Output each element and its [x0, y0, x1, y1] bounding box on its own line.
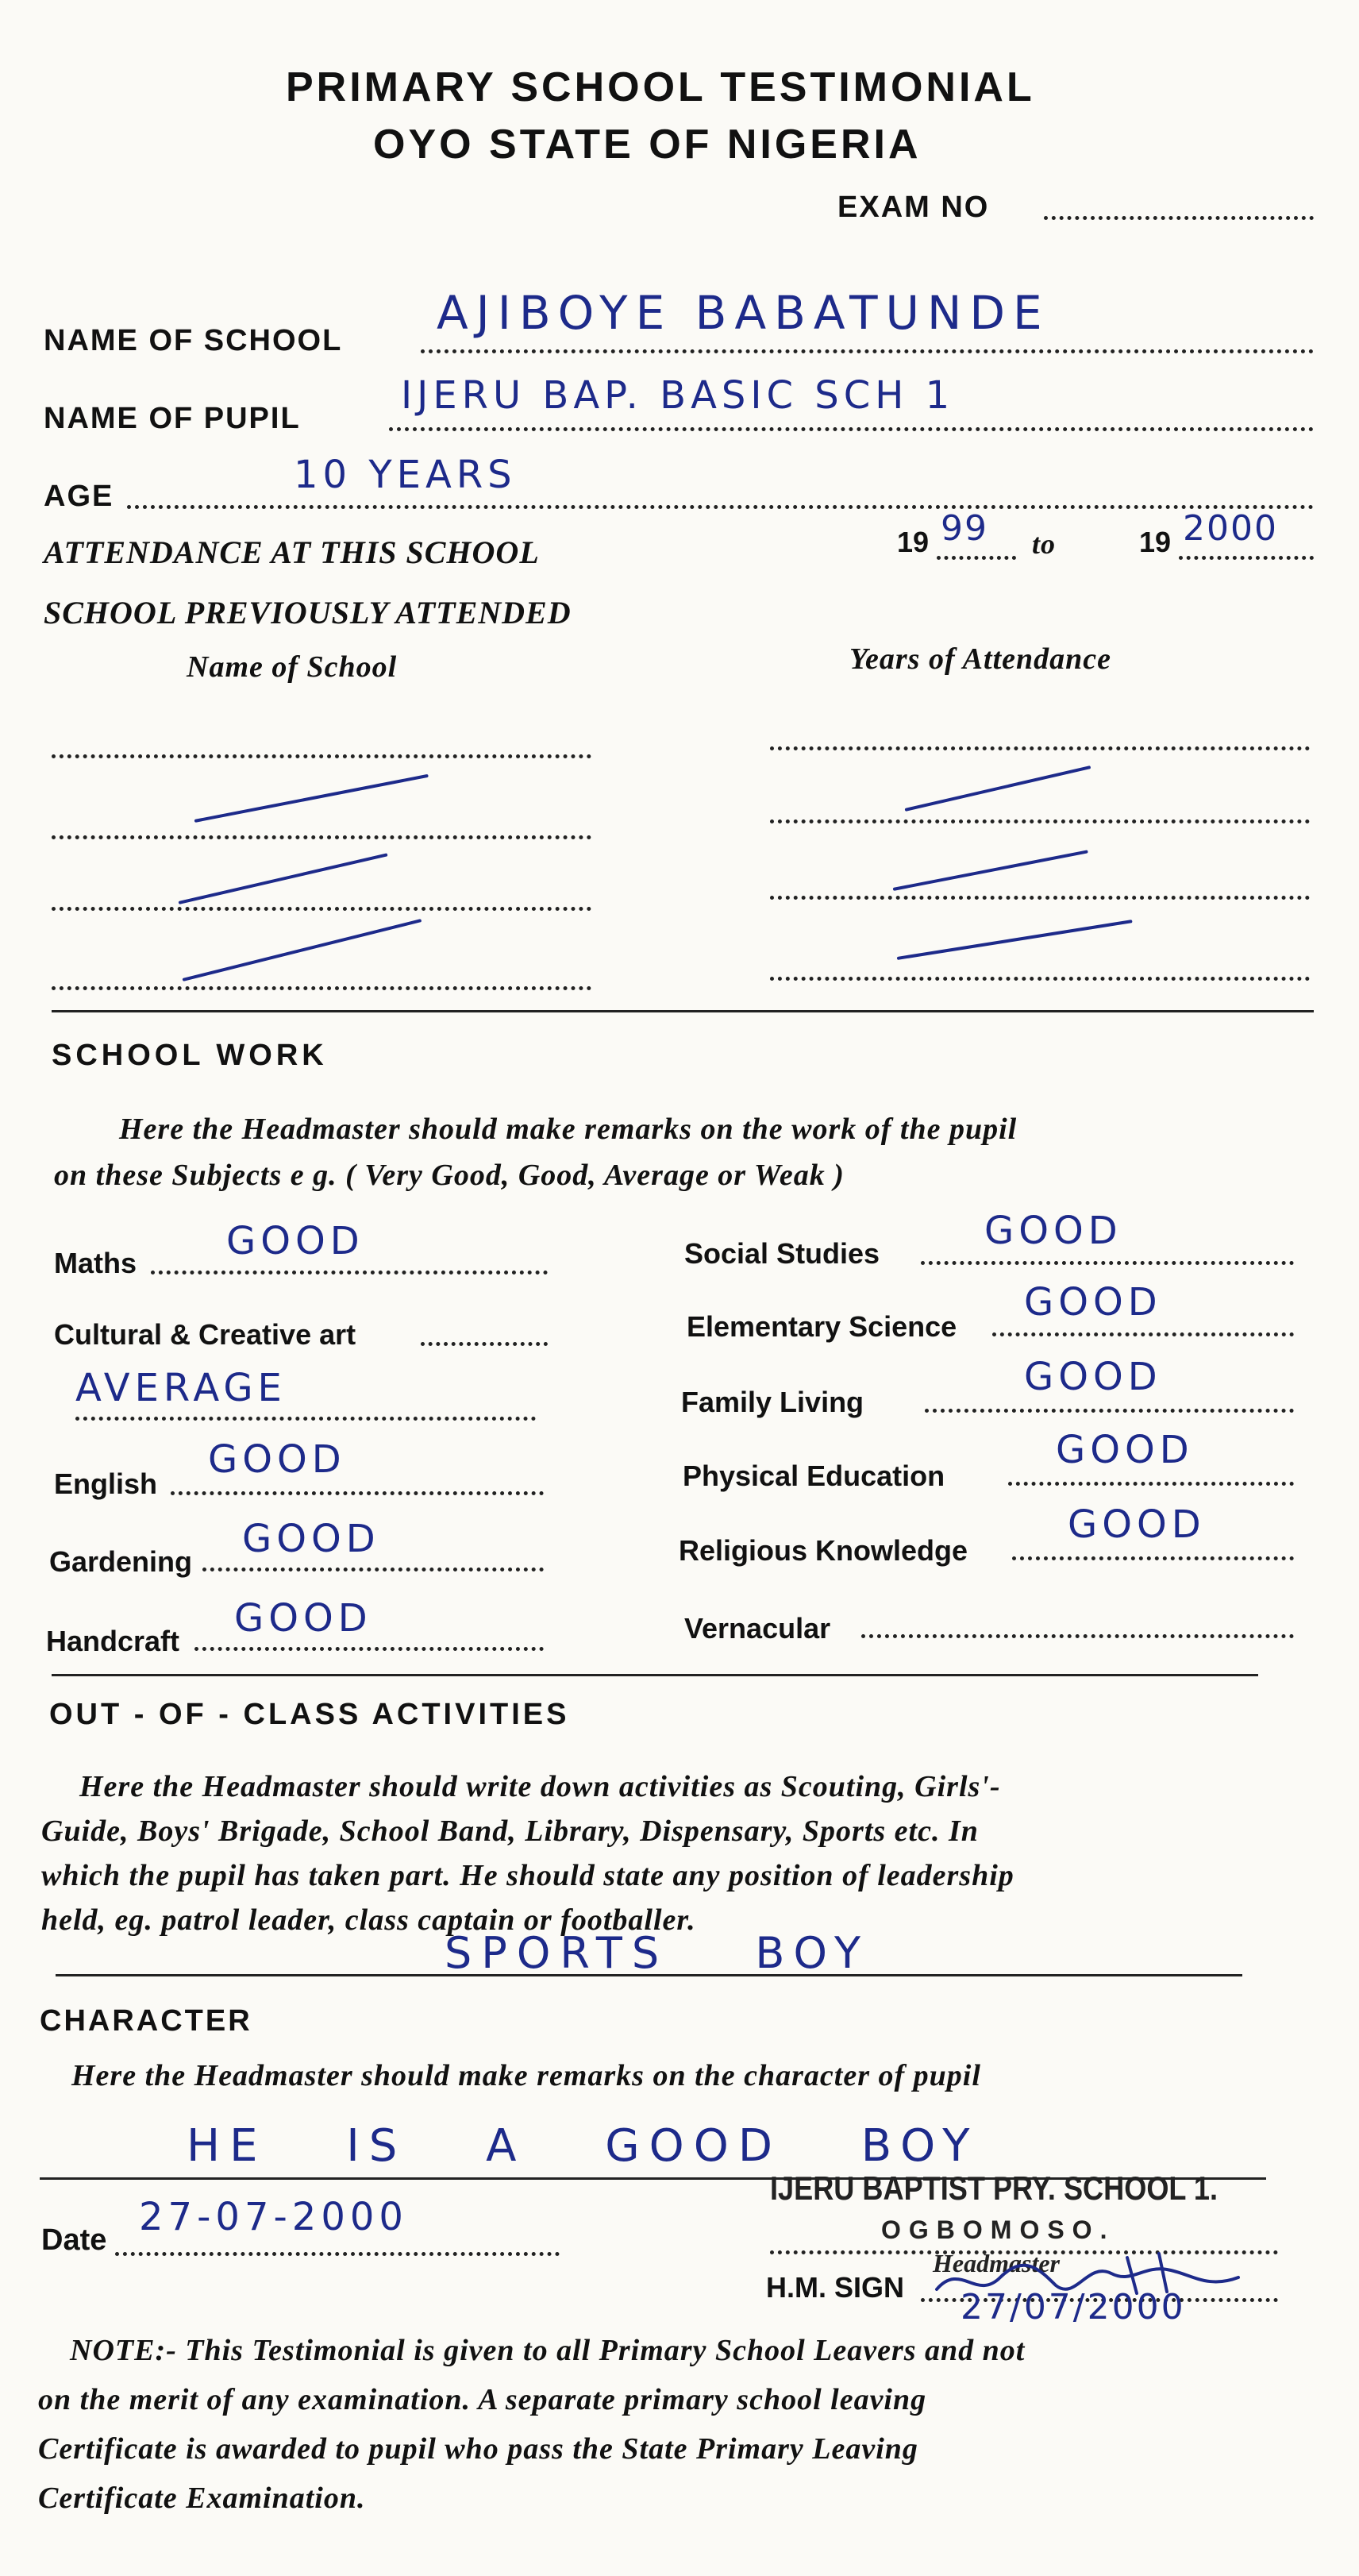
subject-physical-education-value: GOOD	[1056, 1428, 1194, 1472]
subject-vernacular-field	[861, 1634, 1294, 1638]
previous-school-row-4	[52, 986, 591, 990]
subject-family-living-value: GOOD	[1024, 1355, 1162, 1399]
subject-religious-knowledge-field	[1012, 1556, 1294, 1560]
subject-religious-knowledge-value: GOOD	[1068, 1502, 1206, 1547]
character-heading: CHARACTER	[40, 2004, 252, 2038]
attendance-to-value: 2000	[1183, 508, 1278, 549]
strike-mark	[183, 919, 422, 981]
subject-social-studies-field	[921, 1261, 1294, 1265]
activities-instruction-3: which the pupil has taken part. He should state any position of leadership	[41, 1859, 1014, 1892]
character-value: HE IS A GOOD BOY	[187, 2120, 980, 2172]
school-work-instruction-1: Here the Headmaster should make remarks on the work of the pupil	[119, 1113, 1018, 1146]
subject-elementary-science-value: GOOD	[1024, 1280, 1162, 1325]
pupil-name-value: IJERU BAP. BASIC SCH 1	[401, 373, 955, 418]
previous-school-row-3	[52, 907, 591, 911]
subject-gardening-label: Gardening	[49, 1545, 193, 1578]
title-line-2: OYO STATE OF NIGERIA	[373, 121, 922, 168]
strike-mark	[897, 920, 1133, 960]
school-name-field	[421, 349, 1314, 353]
subject-handcraft-value: GOOD	[234, 1596, 372, 1641]
subject-physical-education-field	[1008, 1482, 1294, 1486]
previous-years-row-1	[770, 746, 1310, 750]
school-name-label: NAME OF SCHOOL	[44, 324, 343, 357]
subject-handcraft-label: Handcraft	[46, 1625, 180, 1657]
subject-english-value: GOOD	[208, 1437, 346, 1482]
age-field	[127, 505, 1314, 509]
title-line-1: PRIMARY SCHOOL TESTIMONIAL	[286, 64, 1035, 110]
school-work-heading: SCHOOL WORK	[52, 1039, 328, 1072]
strike-mark	[194, 774, 429, 823]
hm-sign-label: H.M. SIGN	[766, 2271, 905, 2304]
subject-family-living-label: Family Living	[681, 1386, 864, 1418]
previous-school-row-1	[52, 754, 591, 758]
subject-physical-education-label: Physical Education	[683, 1460, 945, 1492]
previous-years-row-4	[770, 977, 1310, 981]
subject-gardening-value: GOOD	[242, 1517, 380, 1561]
note-line-1: NOTE:- This Testimonial is given to all Primary School Leavers and not	[70, 2334, 1026, 2367]
activities-field	[56, 1974, 1242, 1976]
subject-maths-label: Maths	[54, 1247, 137, 1279]
attendance-to-field	[1179, 556, 1314, 560]
subject-english-label: English	[54, 1467, 158, 1500]
school-work-instruction-2: on these Subjects e g. ( Very Good, Good, Average or Weak )	[54, 1159, 845, 1192]
attendance-to-prefix: 19	[1139, 526, 1172, 558]
previous-years-row-2	[770, 819, 1310, 823]
subject-english-field	[171, 1491, 544, 1495]
subject-cultural-label: Cultural & Creative art	[54, 1318, 356, 1351]
subject-social-studies-label: Social Studies	[684, 1237, 880, 1270]
pupil-name-field	[389, 427, 1314, 431]
date-value: 27-07-2000	[139, 2195, 408, 2239]
exam-no-field	[1044, 216, 1314, 220]
subject-maths-value: GOOD	[226, 1219, 364, 1263]
headmaster-title: Headmaster	[933, 2249, 1060, 2277]
school-stamp-line-2: OGBOMOSO.	[881, 2215, 1115, 2244]
previous-school-name-col: Name of School	[187, 650, 398, 684]
previous-years-col: Years of Attendance	[849, 642, 1112, 676]
activities-instruction-2: Guide, Boys' Brigade, School Band, Library, Dispensary, Sports etc. In	[41, 1814, 979, 1848]
note-line-2: on the merit of any examination. A separate primary school leaving	[38, 2383, 927, 2416]
activities-instruction-1: Here the Headmaster should write down activities as Scouting, Girls'-	[79, 1770, 1001, 1803]
subject-religious-knowledge-label: Religious Knowledge	[679, 1534, 968, 1567]
subject-family-living-field	[925, 1409, 1294, 1413]
attendance-to-word: to	[1032, 528, 1057, 560]
attendance-from-field	[937, 556, 1016, 560]
subject-elementary-science-label: Elementary Science	[687, 1310, 957, 1343]
note-line-3: Certificate is awarded to pupil who pass the State Primary Leaving	[38, 2432, 918, 2466]
previous-years-row-3	[770, 896, 1310, 900]
previous-schools-heading: SCHOOL PREVIOUSLY ATTENDED	[44, 595, 572, 631]
date-field	[115, 2252, 560, 2256]
subject-vernacular-label: Vernacular	[684, 1612, 831, 1645]
school-stamp-line-1: IJERU BAPTIST PRY. SCHOOL 1.	[770, 2169, 1218, 2207]
headmaster-signature	[929, 2246, 1262, 2309]
age-label: AGE	[44, 480, 114, 513]
subject-cultural-field	[421, 1342, 548, 1346]
pupil-name-label: NAME OF PUPIL	[44, 402, 301, 435]
age-value: 10 YEARS	[294, 453, 517, 497]
strike-mark	[905, 765, 1091, 812]
hm-signature-date: 27/07/2000	[961, 2287, 1186, 2327]
subject-elementary-science-field	[992, 1332, 1294, 1336]
subject-gardening-field	[202, 1568, 544, 1571]
subject-maths-field	[151, 1271, 548, 1275]
strike-mark	[893, 850, 1088, 891]
subject-cultural-continued-field	[75, 1417, 536, 1421]
attendance-from-value: 99	[941, 508, 988, 549]
character-instruction: Here the Headmaster should make remarks on the character of pupil	[71, 2059, 981, 2092]
activities-value: SPORTS BOY	[445, 1928, 870, 1978]
date-label: Date	[41, 2223, 107, 2257]
activities-instruction-4: held, eg. patrol leader, class captain or footballer.	[41, 1903, 696, 1937]
subject-handcraft-field	[194, 1647, 544, 1651]
strike-mark	[179, 853, 388, 904]
note-line-4: Certificate Examination.	[38, 2482, 366, 2515]
school-name-value: AJIBOYE BABATUNDE	[437, 286, 1050, 340]
attendance-label: ATTENDANCE AT THIS SCHOOL	[44, 534, 540, 570]
attendance-from-prefix: 19	[897, 526, 930, 558]
exam-no-label: EXAM NO	[837, 191, 990, 224]
previous-school-row-2	[52, 835, 591, 839]
section-divider	[52, 1674, 1258, 1676]
subject-cultural-grade-value: AVERAGE	[75, 1366, 287, 1410]
activities-heading: OUT - OF - CLASS ACTIVITIES	[49, 1698, 570, 1731]
subject-social-studies-value: GOOD	[984, 1209, 1122, 1253]
section-divider	[52, 1010, 1314, 1012]
